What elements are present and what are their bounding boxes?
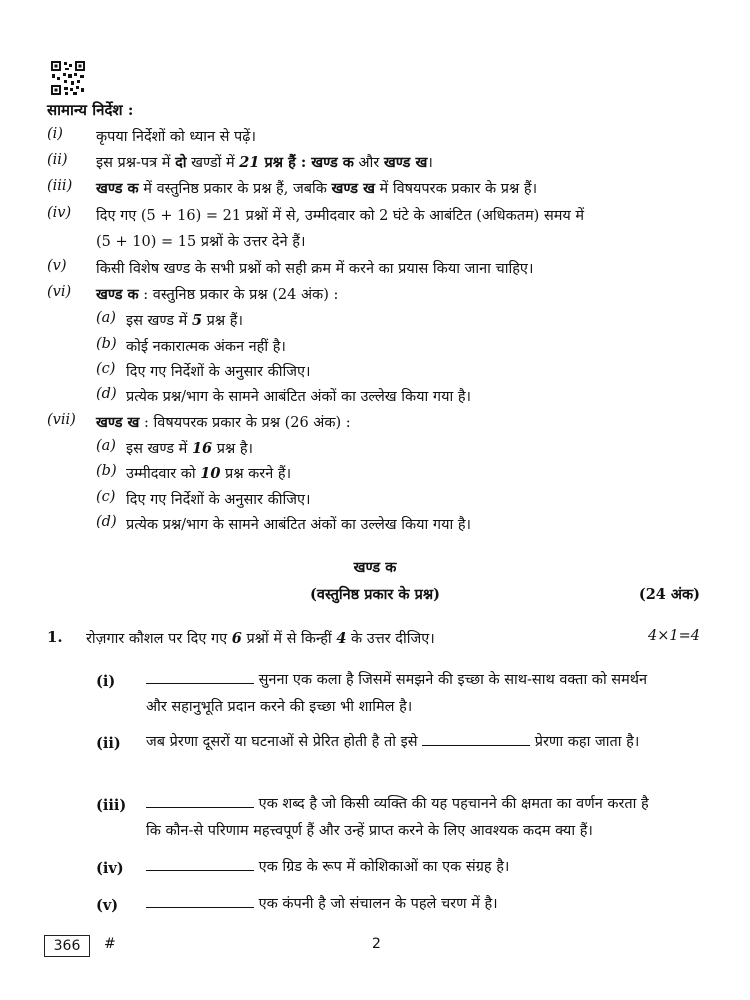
sub-instruction-text: कोई नकारात्मक अंकन नहीं है। [126,339,286,355]
sub-instruction-num: (b) [96,336,117,352]
section-title: खण्ड क [353,559,397,576]
instruction-text: खण्ड क में वस्तुनिष्ठ प्रकार के प्रश्न हैं, जबकि खण्ड ख में विषयपरक प्रकार के प्रश्न हैं। [96,180,538,197]
sub-question-number: (ii) [96,735,121,752]
sub-instruction-text: इस खण्ड में 16 प्रश्न है। [126,440,254,457]
sub-instruction-num: (b) [96,463,117,479]
sub-question-number: (v) [96,897,119,914]
instruction-num: (iv) [47,205,72,221]
instruction-num: (ii) [47,152,68,168]
sub-question-text: एक शब्द है जो किसी व्यक्ति की यह पहचानने की क्षमता का वर्णन करता है कि कौन-से परिणाम महत्त्वपूर्ण हैं और उन्हें प्राप्त करने के लिए आवश्यक कदम क्या हैं। [146,796,649,839]
sub-question-number: (iii) [96,797,127,814]
paper-code: 366 [44,935,90,957]
sub-question-text: सुनना एक कला है जिसमें समझने की इच्छा के साथ-साथ वक्ता को समर्थन और सहानुभूति प्रदान करने की इच्छा भी शामिल है। [146,672,648,715]
sub-instruction-num: (d) [96,386,117,402]
sub-instruction-num: (d) [96,514,117,530]
sub-instruction-text: दिए गए निर्देशों के अनुसार कीजिए। [126,492,311,508]
instruction-text: खण्ड ख : विषयपरक प्रकार के प्रश्न (26 अंक) : [96,414,351,431]
sub-question-text: जब प्रेरणा दूसरों या घटनाओं से प्रेरित होती है तो इसे प्रेरणा कहा जाता है। [146,734,640,750]
instruction-text: खण्ड क : वस्तुनिष्ठ प्रकार के प्रश्न (24 अंक) : [96,286,339,303]
fill-blank[interactable] [146,795,254,808]
section-subtitle: (वस्तुनिष्ठ प्रकार के प्रश्न) [310,586,440,603]
instruction-text: इस प्रश्न-पत्र में दो खण्डों में 21 प्रश्न हैं : खण्ड क और खण्ड ख। [96,154,433,171]
sub-instruction-num: (a) [96,438,116,454]
sub-instruction-text: इस खण्ड में 5 प्रश्न हैं। [126,312,243,329]
sub-instruction-num: (c) [96,489,116,505]
sub-instruction-text: प्रत्येक प्रश्न/भाग के सामने आबंटित अंकों का उल्लेख किया गया है। [126,517,472,533]
sub-instruction-text: उम्मीदवार को 10 प्रश्न करने हैं। [126,465,292,482]
qr-code-icon [50,60,86,96]
sub-instruction-text: प्रत्येक प्रश्न/भाग के सामने आबंटित अंकों का उल्लेख किया गया है। [126,389,472,405]
fill-blank[interactable] [146,671,254,684]
instruction-num: (vi) [47,284,72,300]
sub-question-text: एक कंपनी है जो संचालन के पहले चरण में है। [146,891,668,918]
sub-instruction-num: (a) [96,310,116,326]
page-number: 2 [372,936,381,952]
instruction-num: (vii) [47,412,76,428]
section-marks: (24 अंक) [638,586,700,603]
instruction-num: (v) [47,258,67,274]
sub-instruction-num: (c) [96,361,116,377]
sub-question-text: एक ग्रिड के रूप में कोशिकाओं का एक संग्रह है। [146,854,668,881]
question-text: रोज़गार कौशल पर दिए गए 6 प्रश्नों में से किन्हीं 4 के उत्तर दीजिए। [86,630,435,647]
instruction-text-cont: (5 + 10) = 15 प्रश्नों के उत्तर देने हैं। [96,234,306,250]
fill-blank[interactable] [146,895,254,908]
sub-instruction-text: दिए गए निर्देशों के अनुसार कीजिए। [126,364,311,380]
sub-question-number: (iv) [96,860,124,877]
instruction-text: किसी विशेष खण्ड के सभी प्रश्नों को सही क्रम में करने का प्रयास किया जाना चाहिए। [96,261,534,277]
question-marks: 4×1=4 [648,628,700,644]
instruction-text: दिए गए (5 + 16) = 21 प्रश्नों में से, उम्मीदवार को 2 घंटे के आबंटित (अधिकतम) समय में [96,208,585,224]
footer-hash: # [104,936,116,952]
general-instructions-heading: सामान्य निर्देश : [47,101,134,119]
question-number: 1. [47,628,63,646]
sub-question-number: (i) [96,673,116,690]
instruction-num: (iii) [47,178,73,194]
fill-blank[interactable] [146,858,254,871]
instruction-text: कृपया निर्देशों को ध्यान से पढ़ें। [96,129,256,145]
instruction-num: (i) [47,126,63,142]
fill-blank[interactable] [422,733,530,746]
